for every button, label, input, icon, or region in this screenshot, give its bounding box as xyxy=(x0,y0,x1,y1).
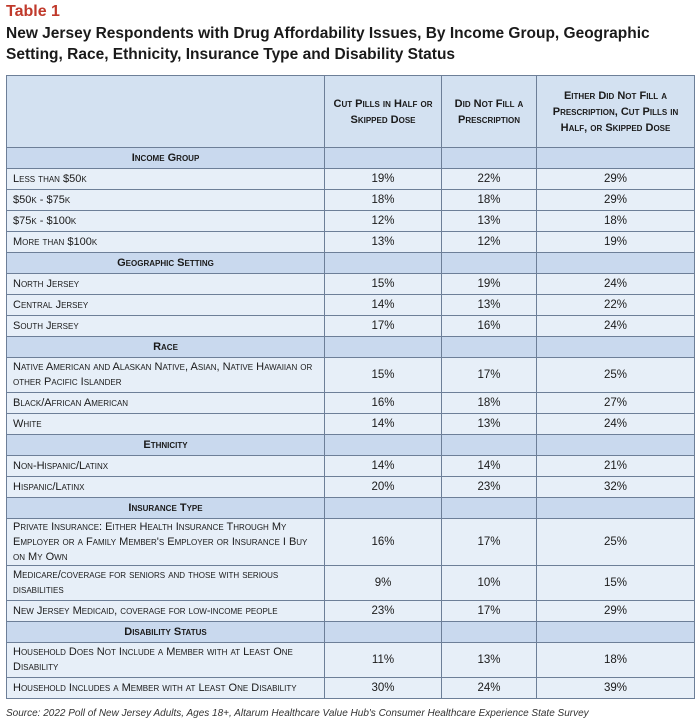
either-value: 29% xyxy=(537,601,695,622)
either-value: 15% xyxy=(537,566,695,601)
table-row xyxy=(7,232,695,253)
group-empty-cell xyxy=(442,337,537,358)
row-label: Private Insurance: Either Health Insurance Through My Employer or a Family Member's Employer or Insurance I Buy on My Own xyxy=(7,519,325,566)
group-empty-cell xyxy=(325,337,442,358)
table-row xyxy=(7,601,695,622)
did-not-fill-value: 13% xyxy=(442,211,537,232)
either-value: 18% xyxy=(537,211,695,232)
table-row xyxy=(7,211,695,232)
row-label: South Jersey xyxy=(7,316,325,337)
group-empty-cell xyxy=(537,498,695,519)
row-label: More than $100k xyxy=(7,232,325,253)
row-label: $50k - $75k xyxy=(7,190,325,211)
group-label: Geographic Setting xyxy=(7,253,325,274)
cut-pills-value: 14% xyxy=(325,456,442,477)
cut-pills-value: 30% xyxy=(325,678,442,699)
either-value: 21% xyxy=(537,456,695,477)
either-value: 25% xyxy=(537,519,695,566)
group-header-row xyxy=(7,622,695,643)
group-empty-cell xyxy=(442,622,537,643)
group-header-row xyxy=(7,337,695,358)
table-row xyxy=(7,274,695,295)
table-body xyxy=(7,148,695,699)
cut-pills-value: 13% xyxy=(325,232,442,253)
cut-pills-value: 14% xyxy=(325,295,442,316)
group-label: Race xyxy=(7,337,325,358)
cut-pills-value: 11% xyxy=(325,643,442,678)
group-empty-cell xyxy=(442,435,537,456)
row-label: White xyxy=(7,414,325,435)
did-not-fill-value: 17% xyxy=(442,601,537,622)
group-empty-cell xyxy=(537,253,695,274)
row-label: North Jersey xyxy=(7,274,325,295)
group-label: Income Group xyxy=(7,148,325,169)
either-value: 29% xyxy=(537,190,695,211)
header-corner xyxy=(7,76,325,148)
row-label: Central Jersey xyxy=(7,295,325,316)
did-not-fill-value: 17% xyxy=(442,519,537,566)
did-not-fill-value: 18% xyxy=(442,393,537,414)
table-row xyxy=(7,456,695,477)
did-not-fill-value: 18% xyxy=(442,190,537,211)
group-label: Insurance Type xyxy=(7,498,325,519)
group-label: Ethnicity xyxy=(7,435,325,456)
either-value: 24% xyxy=(537,414,695,435)
either-value: 25% xyxy=(537,358,695,393)
table-label: Table 1 xyxy=(6,3,60,20)
cut-pills-value: 12% xyxy=(325,211,442,232)
group-empty-cell xyxy=(537,148,695,169)
data-table xyxy=(6,75,695,699)
group-empty-cell xyxy=(442,498,537,519)
did-not-fill-value: 23% xyxy=(442,477,537,498)
group-label: Disability Status xyxy=(7,622,325,643)
either-value: 32% xyxy=(537,477,695,498)
group-empty-cell xyxy=(537,435,695,456)
group-empty-cell xyxy=(325,148,442,169)
header-either: Either Did Not Fill a Prescription, Cut Pills in Half, or Skipped Dose xyxy=(537,76,695,148)
either-value: 18% xyxy=(537,643,695,678)
table-row xyxy=(7,477,695,498)
table-row xyxy=(7,295,695,316)
group-empty-cell xyxy=(537,622,695,643)
did-not-fill-value: 13% xyxy=(442,414,537,435)
table-row xyxy=(7,393,695,414)
group-header-row xyxy=(7,498,695,519)
row-label: Household Does Not Include a Member with at Least One Disability xyxy=(7,643,325,678)
cut-pills-value: 20% xyxy=(325,477,442,498)
header-row xyxy=(7,76,695,148)
did-not-fill-value: 14% xyxy=(442,456,537,477)
table-row xyxy=(7,519,695,566)
cut-pills-value: 14% xyxy=(325,414,442,435)
group-empty-cell xyxy=(325,435,442,456)
either-value: 27% xyxy=(537,393,695,414)
did-not-fill-value: 24% xyxy=(442,678,537,699)
row-label: $75k - $100k xyxy=(7,211,325,232)
group-empty-cell xyxy=(325,622,442,643)
header-did-not-fill: Did Not Fill a Prescription xyxy=(442,76,537,148)
cut-pills-value: 9% xyxy=(325,566,442,601)
table-row xyxy=(7,414,695,435)
group-header-row xyxy=(7,435,695,456)
row-label: Medicare/coverage for seniors and those with serious disabilities xyxy=(7,566,325,601)
table-row xyxy=(7,566,695,601)
cut-pills-value: 23% xyxy=(325,601,442,622)
cut-pills-value: 18% xyxy=(325,190,442,211)
did-not-fill-value: 10% xyxy=(442,566,537,601)
either-value: 24% xyxy=(537,316,695,337)
group-header-row xyxy=(7,253,695,274)
group-empty-cell xyxy=(537,337,695,358)
group-empty-cell xyxy=(325,498,442,519)
row-label: New Jersey Medicaid, coverage for low-income people xyxy=(7,601,325,622)
group-empty-cell xyxy=(442,148,537,169)
did-not-fill-value: 22% xyxy=(442,169,537,190)
cut-pills-value: 15% xyxy=(325,274,442,295)
either-value: 19% xyxy=(537,232,695,253)
row-label: Household Includes a Member with at Least One Disability xyxy=(7,678,325,699)
group-header-row xyxy=(7,148,695,169)
cut-pills-value: 19% xyxy=(325,169,442,190)
cut-pills-value: 17% xyxy=(325,316,442,337)
table-row xyxy=(7,169,695,190)
did-not-fill-value: 17% xyxy=(442,358,537,393)
did-not-fill-value: 16% xyxy=(442,316,537,337)
either-value: 29% xyxy=(537,169,695,190)
table-row xyxy=(7,358,695,393)
table-row xyxy=(7,678,695,699)
cut-pills-value: 15% xyxy=(325,358,442,393)
source-note: Source: 2022 Poll of New Jersey Adults, Ages 18+, Altarum Healthcare Value Hub's Consumer Healthcare Experience State Survey xyxy=(6,708,589,719)
either-value: 24% xyxy=(537,274,695,295)
group-empty-cell xyxy=(325,253,442,274)
row-label: Less than $50k xyxy=(7,169,325,190)
either-value: 39% xyxy=(537,678,695,699)
cut-pills-value: 16% xyxy=(325,393,442,414)
row-label: Black/African American xyxy=(7,393,325,414)
header-cut-pills: Cut Pills in Half or Skipped Dose xyxy=(325,76,442,148)
did-not-fill-value: 13% xyxy=(442,643,537,678)
table-title: New Jersey Respondents with Drug Affordability Issues, By Income Group, Geographic Setting, Race, Ethnicity, Insurance Type and Disability Status xyxy=(6,25,650,63)
group-empty-cell xyxy=(442,253,537,274)
row-label: Native American and Alaskan Native, Asian, Native Hawaiian or other Pacific Islander xyxy=(7,358,325,393)
row-label: Hispanic/Latinx xyxy=(7,477,325,498)
row-label: Non-Hispanic/Latinx xyxy=(7,456,325,477)
did-not-fill-value: 12% xyxy=(442,232,537,253)
table-row xyxy=(7,316,695,337)
table-row xyxy=(7,190,695,211)
did-not-fill-value: 19% xyxy=(442,274,537,295)
either-value: 22% xyxy=(537,295,695,316)
did-not-fill-value: 13% xyxy=(442,295,537,316)
table-row xyxy=(7,643,695,678)
cut-pills-value: 16% xyxy=(325,519,442,566)
